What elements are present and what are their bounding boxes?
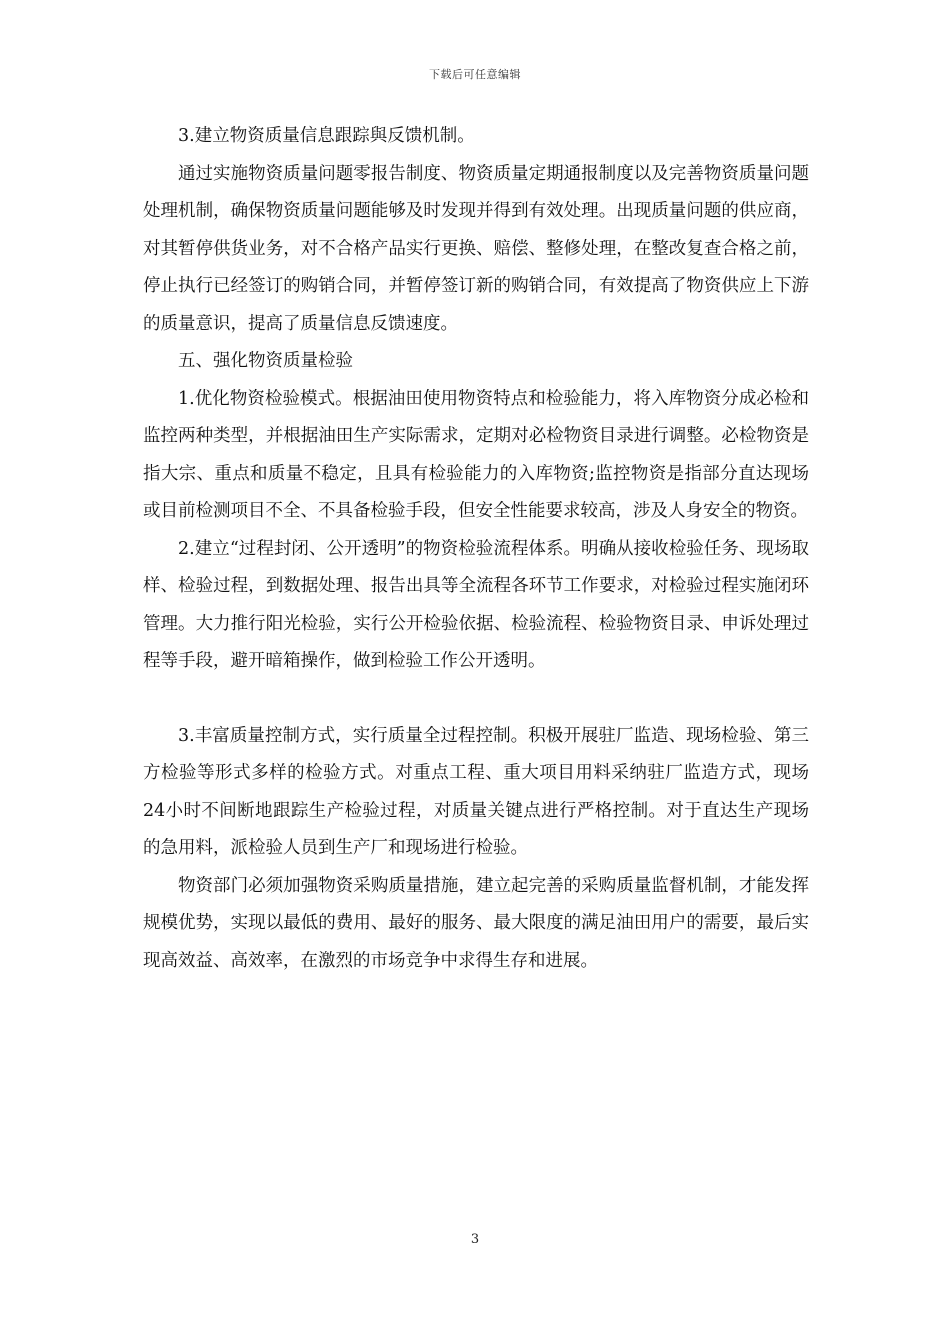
paragraph-inspection-mode: 1.优化物资检验模式。根据油田使用物资特点和检验能力，将入库物资分成必检和监控两种类型，并根据油田生产实际需求，定期对必检物资目录进行调整。必检物资是指大宗、重点和质量不稳定，且具有检验能力的入库物资;监控物资是指部分直达现场或目前检测项目不全、不具备检验手段，但安全性能要求较高，涉及人身安全的物资。 xyxy=(143,388,809,521)
document-body xyxy=(143,118,809,980)
page-header: 下载后可任意编辑 xyxy=(429,68,521,81)
page-number: 3 xyxy=(470,1232,480,1247)
paragraph-inspection-process: 2.建立“过程封闭、公开透明”的物资检验流程体系。明确从接收检验任务、现场取样、检验过程，到数据处理、报告出具等全流程各环节工作要求，对检验过程实施闭环管理。大力推行阳光检验，实行公开检验依据、检验流程、检验物资目录、申诉处理过程等手段，避开暗箱操作，做到检验工作公开透明。 xyxy=(143,538,809,671)
paragraph-quality-tracking-body: 通过实施物资质量问题零报告制度、物资质量定期通报制度以及完善物资质量问题处理机制，确保物资质量问题能够及时发现并得到有效处理。出现质量问题的供应商，对其暂停供货业务，对不合格产品实行更换、赔偿、整修处理，在整改复查合格之前，停止执行已经签订的购销合同，并暂停签订新的购销合同，有效提高了物资供应上下游的质量意识，提高了质量信息反馈速度。 xyxy=(143,163,809,334)
section-heading-strengthen-inspection: 五、强化物资质量检验 xyxy=(178,351,353,371)
paragraph-quality-tracking-heading: 3.建立物资质量信息跟踪與反馈机制。 xyxy=(178,126,475,146)
paragraph-quality-control: 3.丰富质量控制方式，实行质量全过程控制。积极开展驻厂监造、现场检验、第三方检验等形式多样的检验方式。对重点工程、重大项目用料采纳驻厂监造方式，现场24小时不间断地跟踪生产检验过程，对质量关键点进行严格控制。对于直达生产现场的急用料，派检验人员到生产厂和现场进行检验。 xyxy=(143,725,809,858)
paragraph-conclusion: 物资部门必须加强物资采购质量措施，建立起完善的采购质量监督机制，才能发挥规模优势，实现以最低的费用、最好的服务、最大限度的满足油田用户的需要，最后实现高效益、高效率，在激烈的市场竞争中求得生存和进展。 xyxy=(143,875,809,971)
